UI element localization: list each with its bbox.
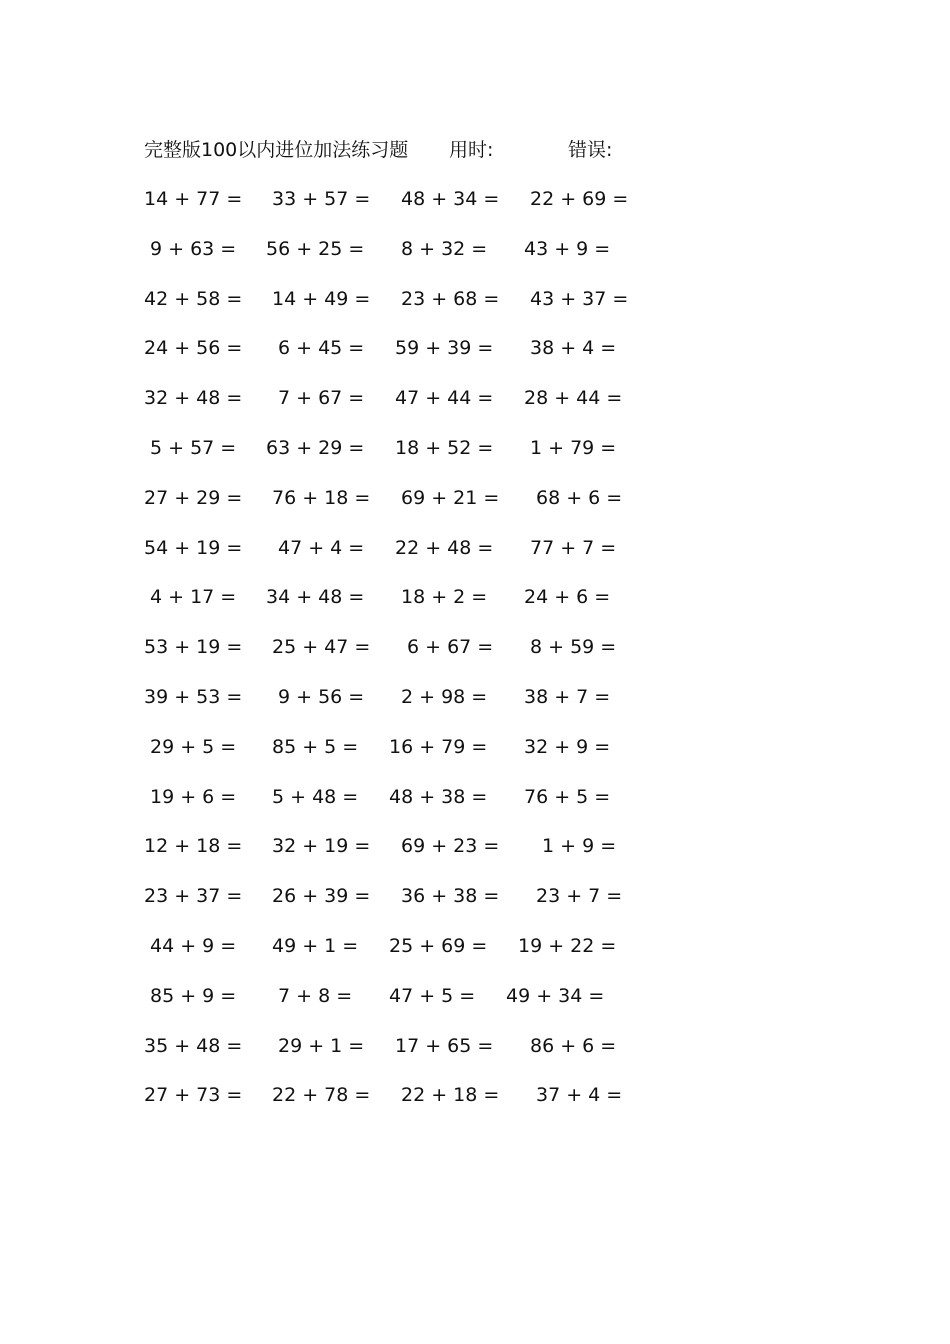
problem-row (144, 633, 664, 683)
problem-row (144, 534, 664, 584)
worksheet-title: 完整版100以内进位加法练习题 (144, 139, 409, 161)
addition-problem: 25 + 47 = (272, 636, 371, 659)
addition-problem: 8 + 32 = (401, 237, 488, 260)
problem-row (144, 334, 664, 384)
addition-problem: 38 + 4 = (530, 337, 617, 360)
addition-problem: 4 + 17 = (150, 586, 237, 609)
addition-problem: 22 + 18 = (401, 1084, 500, 1107)
addition-problem: 9 + 56 = (278, 685, 365, 708)
problem-row (144, 384, 664, 434)
addition-problem: 76 + 18 = (272, 486, 371, 509)
problem-row (144, 583, 664, 633)
addition-problem: 69 + 21 = (401, 486, 500, 509)
addition-problem: 29 + 1 = (278, 1034, 365, 1057)
time-used-label: 用时: (449, 139, 494, 161)
addition-problem: 49 + 1 = (272, 934, 359, 957)
addition-problem: 69 + 23 = (401, 835, 500, 858)
addition-problem: 23 + 37 = (144, 885, 243, 908)
addition-problem: 77 + 7 = (530, 536, 617, 559)
addition-problem: 54 + 19 = (144, 536, 243, 559)
addition-problem: 56 + 25 = (266, 237, 365, 260)
addition-problem: 37 + 4 = (536, 1084, 623, 1107)
addition-problem: 47 + 4 = (278, 536, 365, 559)
errors-label: 错误: (568, 139, 613, 161)
addition-problem: 18 + 2 = (401, 586, 488, 609)
addition-problem: 7 + 67 = (278, 387, 365, 410)
addition-problem: 39 + 53 = (144, 685, 243, 708)
problem-row (144, 882, 664, 932)
problem-row (144, 783, 664, 833)
addition-problem: 5 + 48 = (272, 785, 359, 808)
addition-problem: 32 + 19 = (272, 835, 371, 858)
addition-problem: 24 + 6 = (524, 586, 611, 609)
addition-problem: 14 + 49 = (272, 287, 371, 310)
addition-problem: 14 + 77 = (144, 188, 243, 210)
addition-problem: 22 + 78 = (272, 1084, 371, 1107)
addition-problem: 42 + 58 = (144, 287, 243, 310)
addition-problem: 19 + 22 = (518, 934, 617, 957)
addition-problem: 23 + 68 = (401, 287, 500, 310)
addition-problem: 33 + 57 = (272, 188, 371, 210)
addition-problem: 9 + 63 = (150, 237, 237, 260)
addition-problem: 12 + 18 = (144, 835, 243, 858)
problem-row (144, 832, 664, 882)
addition-problem: 59 + 39 = (395, 337, 494, 360)
addition-problem: 53 + 19 = (144, 636, 243, 659)
problem-row (144, 683, 664, 733)
addition-problem: 25 + 69 = (389, 934, 488, 957)
addition-problem: 2 + 98 = (401, 685, 488, 708)
addition-problem: 17 + 65 = (395, 1034, 494, 1057)
problem-row (144, 434, 664, 484)
addition-problem: 24 + 56 = (144, 337, 243, 360)
problem-row (144, 285, 664, 335)
addition-problem: 85 + 9 = (150, 984, 237, 1007)
addition-problem: 32 + 48 = (144, 387, 243, 410)
addition-problem: 5 + 57 = (150, 436, 237, 459)
addition-problem: 85 + 5 = (272, 735, 359, 758)
addition-problem: 6 + 67 = (407, 636, 494, 659)
addition-problem: 49 + 34 = (506, 984, 605, 1007)
addition-problem: 27 + 29 = (144, 486, 243, 509)
addition-problem: 1 + 79 = (530, 436, 617, 459)
addition-problem: 43 + 37 = (530, 287, 629, 310)
addition-problem: 23 + 7 = (536, 885, 623, 908)
addition-problem: 68 + 6 = (536, 486, 623, 509)
addition-problem: 48 + 34 = (401, 188, 500, 210)
addition-problem: 16 + 79 = (389, 735, 488, 758)
addition-problem: 36 + 38 = (401, 885, 500, 908)
addition-problem: 32 + 9 = (524, 735, 611, 758)
addition-problem: 27 + 73 = (144, 1084, 243, 1107)
addition-problem: 63 + 29 = (266, 436, 365, 459)
problem-row (144, 484, 664, 534)
problem-row (144, 185, 664, 235)
addition-problem: 47 + 5 = (389, 984, 476, 1007)
addition-problem: 86 + 6 = (530, 1034, 617, 1057)
problem-row (144, 932, 664, 982)
addition-problem: 1 + 9 = (542, 835, 617, 858)
addition-problem: 8 + 59 = (530, 636, 617, 659)
addition-problem: 35 + 48 = (144, 1034, 243, 1057)
addition-problem: 22 + 48 = (395, 536, 494, 559)
addition-problem: 76 + 5 = (524, 785, 611, 808)
worksheet-header (144, 136, 664, 164)
addition-problem: 28 + 44 = (524, 387, 623, 410)
addition-problem: 18 + 52 = (395, 436, 494, 459)
problem-row (144, 1032, 664, 1082)
addition-problem: 34 + 48 = (266, 586, 365, 609)
problem-row (144, 235, 664, 285)
addition-problem: 44 + 9 = (150, 934, 237, 957)
problem-row (144, 733, 664, 783)
addition-problem: 38 + 7 = (524, 685, 611, 708)
addition-problem: 43 + 9 = (524, 237, 611, 260)
problem-grid (144, 185, 664, 1131)
addition-problem: 22 + 69 = (530, 188, 629, 210)
addition-problem: 19 + 6 = (150, 785, 237, 808)
addition-problem: 7 + 8 = (278, 984, 353, 1007)
addition-problem: 6 + 45 = (278, 337, 365, 360)
problem-row (144, 982, 664, 1032)
problem-row (144, 1081, 664, 1131)
addition-problem: 26 + 39 = (272, 885, 371, 908)
addition-problem: 48 + 38 = (389, 785, 488, 808)
addition-problem: 47 + 44 = (395, 387, 494, 410)
addition-problem: 29 + 5 = (150, 735, 237, 758)
